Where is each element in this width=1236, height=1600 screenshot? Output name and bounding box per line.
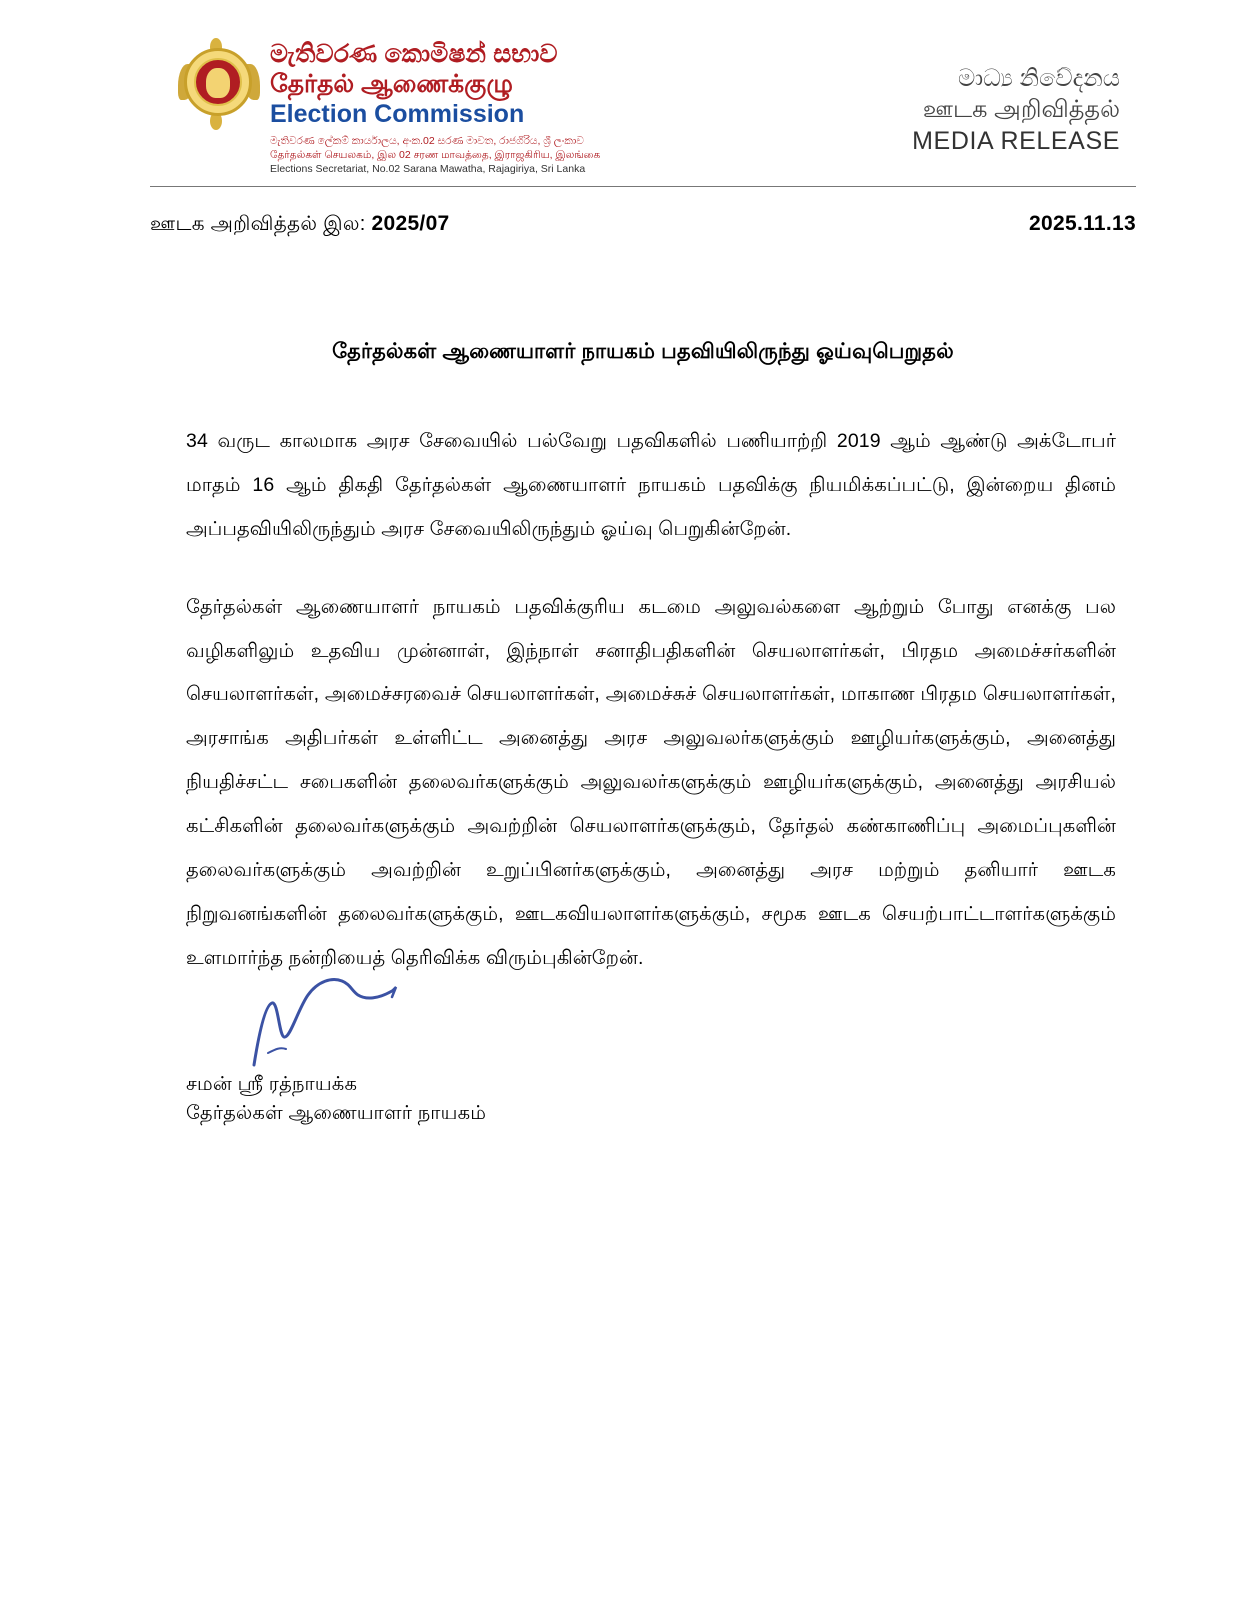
org-address-tamil: தேர்தல்கள் செயலகம், இல 02 சரண மாவத்தை, இராஜகிரிய, இலங்கை bbox=[270, 149, 601, 162]
org-name-english: Election Commission bbox=[270, 99, 525, 128]
document-body bbox=[186, 420, 1116, 1015]
organization-logo-block bbox=[180, 38, 600, 177]
org-address-sinhala: මැතිවරණ ලේකම් කාර්යාලය, අංක.02 සරණ මාවත, රාජගිරිය, ශ්‍රී ලංකාව bbox=[270, 135, 584, 147]
document-header bbox=[150, 30, 1130, 185]
media-release-tamil: ஊடக அறிவித்தல் bbox=[922, 96, 1120, 123]
document-date: 2025.11.13 bbox=[1029, 212, 1136, 235]
page-title: தேர்தல்கள் ஆணையாளர் நாயகம் பதவியிலிருந்து ஓய்வுபெறுதல் bbox=[332, 340, 954, 363]
org-name-sinhala: මැතිවරණ කොමිෂන් සභාව bbox=[270, 40, 558, 68]
media-release-heading bbox=[912, 64, 1120, 158]
org-address bbox=[270, 134, 600, 177]
body-paragraph-2: தேர்தல்கள் ஆணையாளர் நாயகம் பதவிக்குரிய கடமை அலுவல்களை ஆற்றும் போது எனக்கு பல வழிகளிலும் உதவிய முன்னாள், இந்நாள் சனாதிபதிகளின் செயலாளர்கள், பிரதம அமைச்சர்களின் செயலாளர்கள், அமைச்சரவைச் செயலாளர்கள், அமைச்சுச் செயலாளர்கள், மாகாண பிரதம செயலாளர்கள், அரசாங்க அதிபர்கள் உள்ளிட்ட அனைத்து அரச அலுவலர்களுக்கும் ஊழியர்களுக்கும், அனைத்து நியதிச்சட்ட சபைகளின் தலைவர்களுக்கும் அலுவலர்களுக்கும் ஊழியர்களுக்கும், அனைத்து அரசியல் கட்சிகளின் தலைவர்களுக்கும் அவற்றின் செயலாளர்களுக்கும், தேர்தல் கண்காணிப்பு அமைப்புகளின் தலைவர்களுக்கும் அவற்றின் உறுப்பினர்களுக்கும், அனைத்து அரச மற்றும் தனியார் ஊடக நிறுவனங்களின் தலைவர்களுக்கும், ஊடகவியலாளர்களுக்கும், சமூக ஊடக செயற்பாட்டாளர்களுக்கும் உளமார்ந்த நன்றியைத் தெரிவிக்க விரும்புகின்றேன். bbox=[186, 595, 1116, 969]
handwritten-signature-icon bbox=[246, 975, 426, 1075]
sri-lanka-emblem-icon bbox=[180, 38, 258, 130]
header-divider bbox=[150, 186, 1136, 187]
reference-number bbox=[150, 212, 450, 238]
document-meta-row bbox=[150, 212, 1136, 238]
signatory-name: சமன் ஸ்ரீ ரத்நாயக்க bbox=[186, 1073, 358, 1095]
organization-names bbox=[270, 38, 600, 177]
media-release-english: MEDIA RELEASE bbox=[912, 127, 1120, 156]
reference-label: ஊடக அறிவித்தல் இல: bbox=[150, 213, 366, 235]
body-paragraph-1: 34 வருட காலமாக அரச சேவையில் பல்வேறு பதவிகளில் பணியாற்றி 2019 ஆம் ஆண்டு அக்டோபர் மாதம் 16 ஆம் திகதி தேர்தல்கள் ஆணையாளர் நாயகம் பதவிக்கு நியமிக்கப்பட்டு, இன்றைய தினம் அப்பதவியிலிருந்தும் அரச சேவையிலிருந்தும் ஓய்வு பெறுகின்றேன். bbox=[186, 430, 1116, 540]
org-name-tamil: தேர்தல் ஆணைக்குழு bbox=[270, 69, 513, 98]
signature-block bbox=[186, 975, 686, 1155]
reference-value: 2025/07 bbox=[371, 212, 450, 235]
org-address-english: Elections Secretariat, No.02 Sarana Mawatha, Rajagiriya, Sri Lanka bbox=[270, 163, 586, 176]
media-release-sinhala: මාධ්‍ය නිවේදනය bbox=[957, 65, 1120, 92]
signatory-role: தேர்தல்கள் ஆணையாளர் நாயகம் bbox=[186, 1102, 487, 1124]
